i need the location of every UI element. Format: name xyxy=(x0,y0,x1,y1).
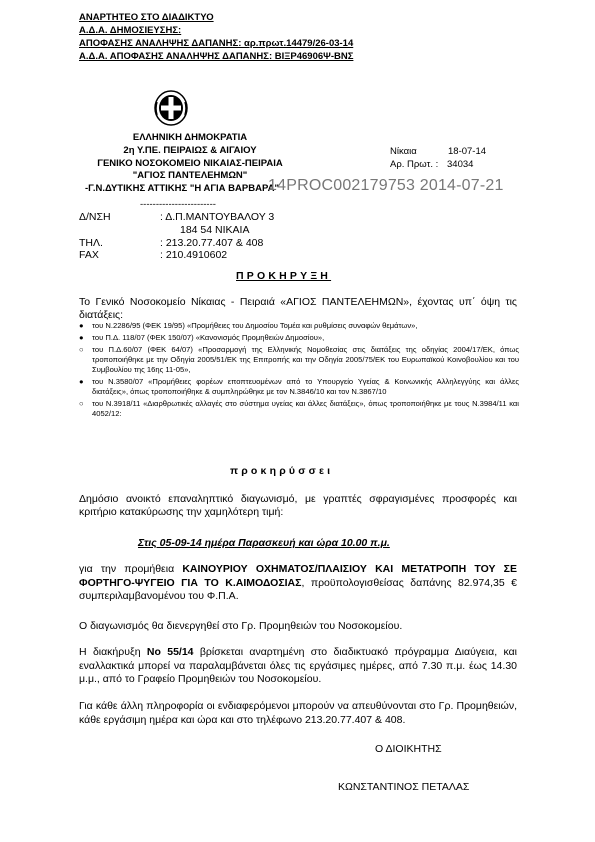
address-label: Δ/ΝΣΗ xyxy=(79,211,111,223)
notice-paragraph xyxy=(79,646,517,687)
signatory-role: Ο ΔΙΟΙΚΗΤΗΣ xyxy=(375,743,442,755)
notice-details: βρίσκεται αναρτημένη στο διαδικτυακό πρόγραμμα Διαύγεια, και εναλλακτικά μπορεί να παραλαμβάνεται όλες τις εργάσιμες ημέρες, από 7.30 π.μ. έως 14.30 μ.μ., από το Γραφείο Προμηθειών του Νοσοκομείου. xyxy=(79,646,517,685)
document-title: ΠΡΟΚΗΡΥΞΗ xyxy=(236,270,332,282)
list-item: ● του Ν.3580/07 «Προμήθειες φορέων εποπτευομένων από το Υπουργείο Υγείας & Κοινωνικής Αλληλεγγύης και άλλες διατάξεις», όπως τροποποιήθηκε & συμπληρώθηκε με τον Ν.3846/10 και τον Ν.3867/10 xyxy=(79,377,519,396)
list-item: ○ του Ν.3918/11 «Διαρθρωτικές αλλαγές στο σύστημα υγείας και άλλες διατάξεις», όπως τροποποιήθηκε με τους Ν.3984/11 και 4052/12: xyxy=(79,399,519,418)
venue-paragraph: Ο διαγωνισμός θα διενεργηθεί στο Γρ. Προμηθειών του Νοσοκομείου. xyxy=(79,620,403,632)
competition-paragraph: Δημόσιο ανοικτό επαναληπτικό διαγωνισμό, με γραπτές σφραγισμένες προσφορές και κριτήριο κατακύρωσης την χαμηλότερη τιμή: xyxy=(79,493,517,518)
list-item: ● του Ν.2286/95 (ΦΕΚ 19/95) «Προμήθειες του Δημοσίου Τομέα και ρυθμίσεις συναφών θεμάτων», xyxy=(79,321,418,330)
info-paragraph: Για κάθε άλλη πληροφορία οι ενδιαφερόμενοι μπορούν να απευθύνονται στο Γρ. Προμηθειών, κάθε εργάσιμη ημέρα και ώρα και στο τηλέφωνο 213.20.77.407 & 408. xyxy=(79,700,517,726)
list-item: ○ του Π.Δ.60/07 (ΦΕΚ 64/07) «Προσαρμογή της Ελληνικής Νομοθεσίας στις διατάξεις της οδηγίας 2004/17/ΕΚ, όπως τροποποιήθηκε με την Οδηγία 2005/51/ΕΚ της Επιτροπής και την Οδηγία 2005/75/ΕΚ του Ευρωπαϊκού Κοινοβουλίου και του Συμβουλίου της 16ης 11-05», xyxy=(79,345,519,374)
address-value: : Δ.Π.ΜΑΝΤΟΥΒΑΛΟΥ 3 xyxy=(160,211,275,223)
phone-value: : 213.20.77.407 & 408 xyxy=(160,237,264,249)
procurement-intro: για την προμήθεια xyxy=(79,563,183,575)
provision-text: του Π.Δ. 118/07 (ΦΕΚ 150/07) «Κανονισμός Προμηθειών Δημοσίου», xyxy=(92,333,325,342)
postal-code-city: 184 54 ΝΙΚΑΙΑ xyxy=(180,224,250,236)
signatory-name: ΚΩΝΣΤΑΝΤΙΝΟΣ ΠΕΤΑΛΑΣ xyxy=(338,781,470,793)
protocol-label: Αρ. Πρωτ. : xyxy=(390,159,439,170)
protocol-number: 34034 xyxy=(447,159,474,170)
registry-stamp: 14PROC002179753 2014-07-21 xyxy=(268,177,504,194)
notice-intro: Η διακήρυξη xyxy=(79,646,147,658)
header-line-ada-publication: Α.Δ.Α. ΔΗΜΟΣΙΕΥΣΗΣ: xyxy=(79,25,182,36)
procurement-budget: , προϋπολογισθείσας δαπάνης 82.974,35 € συμπεριλαμβανομένου του Φ.Π.Α. xyxy=(79,576,517,602)
provision-text: του Π.Δ.60/07 (ΦΕΚ 64/07) «Προσαρμογή της Ελληνικής Νομοθεσίας στις διατάξεις της οδηγίας 2004/17/ΕΚ, όπως τροποποιήθηκε με την Οδηγία 2005/51/ΕΚ της Επιτροπής και την Οδηγία 2005/75/ΕΚ του Ευρωπαϊκού Κοινοβουλίου και του Συμβουλίου της 16ης 11-05», xyxy=(92,345,519,374)
header-line-expense-decision: ΑΠΟΦΑΣΗΣ ΑΝΑΛΗΨΗΣ ΔΑΠΑΝΗΣ: αρ.πρωτ.14479/26-03-14 xyxy=(79,38,354,49)
header-line-expense-ada: Α.Δ.Α. ΑΠΟΦΑΣΗΣ ΑΝΑΛΗΨΗΣ ΔΑΠΑΝΗΣ: ΒΙΞΡ46906Ψ-ΒΝΣ xyxy=(79,51,354,62)
tender-date-line: Στις 05-09-14 ημέρα Παρασκευή και ώρα 10.00 π.μ. xyxy=(138,537,390,549)
org-hospital-name: ΓΕΝΙΚΟ ΝΟΣΟΚΟΜΕΙΟ ΝΙΚΑΙΑΣ-ΠΕΙΡΑΙΑ xyxy=(97,158,283,169)
notice-number: Νο 55/14 xyxy=(146,646,194,658)
document-date: 18-07-14 xyxy=(448,146,487,157)
procurement-paragraph xyxy=(79,563,517,604)
fax-label: FAX xyxy=(79,249,99,261)
org-health-region: 2η Υ.ΠΕ. ΠΕΙΡΑΙΩΣ & ΑΙΓΑΙΟΥ xyxy=(123,145,257,156)
header-line-posting: ΑΝΑΡΤΗΤΕΟ ΣΤΟ ΔΙΑΔΙΚΤΥΟ xyxy=(79,12,214,23)
phone-label: ΤΗΛ. xyxy=(79,237,103,249)
provision-text: του Ν.2286/95 (ΦΕΚ 19/95) «Προμήθειες του Δημοσίου Τομέα και ρυθμίσεις συναφών θεμάτων», xyxy=(92,321,418,330)
list-item: ● του Π.Δ. 118/07 (ΦΕΚ 150/07) «Κανονισμός Προμηθειών Δημοσίου», xyxy=(79,333,325,342)
procurement-item: ΚΑΙΝΟΥΡΙΟΥ ΟΧΗΜΑΤΟΣ/ΠΛΑΙΣΙΟΥ ΚΑΙ ΜΕΤΑΤΡΟΠΗ ΤΟΥ ΣΕ ΦΟΡΤΗΓΟ-ΨΥΓΕΙΟ ΓΙΑ ΤΟ Κ.ΑΙΜΟΔΟΣΙΑΣ xyxy=(79,563,517,589)
intro-paragraph: Το Γενικό Νοσοκομείο Νίκαιας - Πειραιά «ΑΓΙΟΣ ΠΑΝΤΕΛΕΗΜΩΝ», έχοντας υπ΄ όψη τις διατάξεις: xyxy=(79,296,517,321)
announces-heading: προκηρύσσει xyxy=(230,465,334,477)
coat-of-arms-emblem xyxy=(154,90,188,131)
fax-value: : 210.4910602 xyxy=(160,249,228,261)
org-hospital-saint: "ΑΓΙΟΣ ΠΑΝΤΕΛΕΗΜΩΝ" xyxy=(132,170,248,181)
provisions-list xyxy=(79,321,519,421)
place-label: Νίκαια xyxy=(390,146,417,157)
separator-dashes: ------------------------ xyxy=(140,199,216,210)
org-republic: ΕΛΛΗΝΙΚΗ ΔΗΜΟΚΡΑΤΙΑ xyxy=(132,132,248,143)
provision-text: του Ν.3580/07 «Προμήθειες φορέων εποπτευομένων από το Υπουργείο Υγείας & Κοινωνικής Αλληλεγγύης και άλλες διατάξεις», όπως τροποποιήθηκε & συμπληρώθηκε με τον Ν.3846/10 και τον Ν.3867/10 xyxy=(92,377,519,396)
org-hospital-west-attica: -Γ.Ν.ΔΥΤΙΚΗΣ ΑΤΤΙΚΗΣ "Η ΑΓΙΑ ΒΑΡΒΑΡΑ" xyxy=(85,183,279,194)
provision-text: του Ν.3918/11 «Διαρθρωτικές αλλαγές στο σύστημα υγείας και άλλες διατάξεις», όπως τροποποιήθηκε με τους Ν.3984/11 και 4052/12: xyxy=(92,399,519,418)
